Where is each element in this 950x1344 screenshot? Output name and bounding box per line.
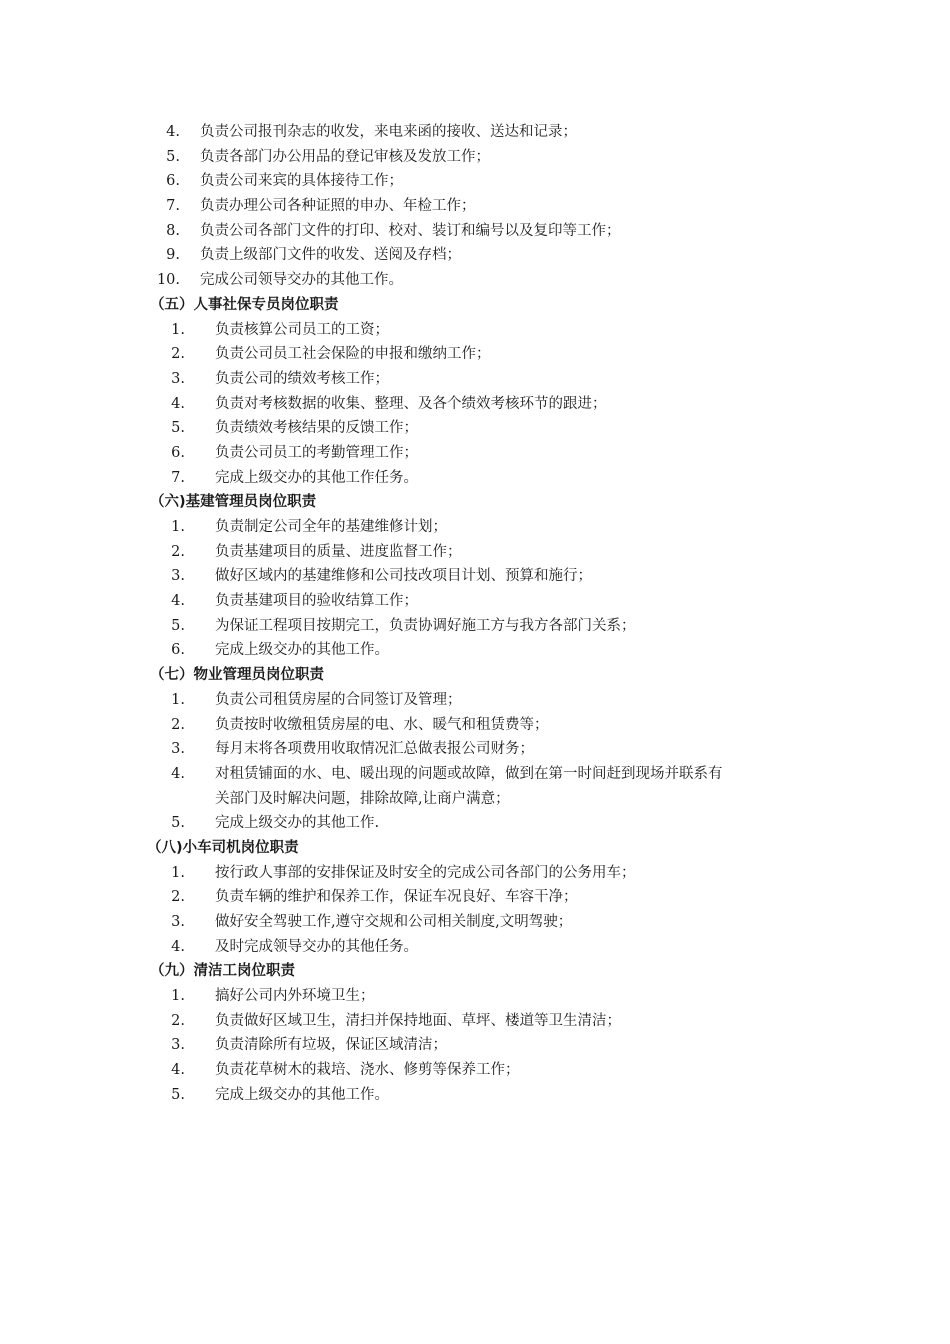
section-heading-text: （七）物业管理员岗位职责 — [150, 667, 324, 684]
list-item-number: 1. — [171, 691, 185, 708]
list-item-number: 4. — [171, 593, 185, 610]
list-item-text: 负责清除所有垃圾，保证区域清洁； — [215, 1037, 447, 1054]
list-item-text: 负责公司各部门文件的打印、校对、装订和编号以及复印等工作； — [200, 222, 621, 239]
list-item-number: 3. — [171, 568, 185, 585]
list-item-text: 完成上级交办的其他工作任务。 — [215, 469, 418, 486]
list-item-text: 负责对考核数据的收集、整理、及各个绩效考核环节的跟进； — [215, 395, 607, 412]
list-item-number: 6. — [166, 173, 180, 190]
list-item-text: 负责办理公司各种证照的申办、年检工作； — [200, 198, 476, 215]
list-item — [0, 1033, 950, 1058]
list-item-text: 完成上级交办的其他工作. — [215, 815, 380, 832]
list-item-text: 为保证工程项目按期完工，负责协调好施工方与我方各部门关系； — [215, 617, 636, 634]
list-item — [0, 219, 950, 244]
list-item-number: 1. — [171, 519, 185, 535]
list-item-number: 3. — [171, 741, 185, 758]
section-heading — [0, 663, 950, 688]
list-item — [0, 416, 950, 441]
list-item-text: 负责公司员工社会保险的申报和缴纳工作； — [215, 346, 491, 363]
list-item — [0, 145, 950, 170]
list-item — [0, 935, 950, 960]
list-item — [0, 1058, 950, 1083]
list-item-number: 1. — [171, 864, 185, 881]
section-heading-text: （八)小车司机岗位职责 — [147, 839, 299, 856]
list-item-text: 完成上级交办的其他工作。 — [215, 642, 389, 659]
list-item-number: 1. — [171, 988, 185, 1005]
list-item-number: 4. — [171, 395, 185, 412]
list-item-number: 4. — [171, 765, 185, 782]
section-heading-text: （六)基建管理员岗位职责 — [150, 494, 317, 511]
list-item-number: 10. — [156, 272, 180, 289]
list-item — [0, 441, 950, 466]
list-item-text: 负责各部门办公用品的登记审核及发放工作； — [200, 148, 490, 165]
list-item-text: 完成上级交办的其他工作。 — [215, 1086, 389, 1103]
list-item — [0, 318, 950, 343]
section-heading — [0, 293, 950, 318]
list-item-text: 负责基建项目的质量、进度监督工作； — [215, 543, 462, 560]
list-item-text: 负责做好区域卫生，清扫并保持地面、草坪、楼道等卫生清洁； — [215, 1012, 621, 1029]
list-item-text: 负责制定公司全年的基建维修计划； — [215, 519, 447, 535]
list-item-number: 2. — [171, 543, 185, 560]
list-item — [0, 564, 950, 589]
list-item-text: 及时完成领导交办的其他任务。 — [215, 938, 418, 955]
list-item-text: 完成公司领导交办的其他工作。 — [200, 272, 403, 289]
list-item-number: 4. — [166, 124, 180, 140]
list-item — [0, 589, 950, 614]
list-item — [0, 984, 950, 1009]
list-item-text: 搞好公司内外环境卫生； — [215, 988, 375, 1005]
list-item — [0, 614, 950, 639]
list-item — [0, 1083, 950, 1108]
list-item-number: 5. — [171, 815, 185, 832]
list-item — [0, 910, 950, 935]
list-item-number: 5. — [171, 420, 185, 437]
list-item — [0, 713, 950, 738]
list-item-text: 负责公司报刊杂志的收发，来电来函的接收、送达和记录； — [200, 124, 577, 140]
list-item — [0, 737, 950, 762]
list-item-text: 负责核算公司员工的工资； — [215, 321, 389, 338]
list-item-text: 负责花草树木的栽培、浇水、修剪等保养工作； — [215, 1062, 520, 1079]
list-item-number: 7. — [166, 198, 180, 215]
list-item-number: 5. — [171, 617, 185, 634]
list-item-text: 做好区域内的基建维修和公司技改项目计划、预算和施行； — [215, 568, 592, 585]
list-item-number: 4. — [171, 938, 185, 955]
list-item — [0, 688, 950, 713]
list-item — [0, 169, 950, 194]
list-item-number: 5. — [171, 1086, 185, 1103]
list-item — [0, 811, 950, 836]
section-heading — [0, 490, 950, 515]
section-heading — [0, 959, 950, 984]
list-item — [0, 367, 950, 392]
list-item — [0, 342, 950, 367]
list-item — [0, 120, 950, 145]
list-item-number: 7. — [171, 469, 185, 486]
list-item-text: 按行政人事部的安排保证及时安全的完成公司各部门的公务用车； — [215, 864, 636, 881]
list-item-text: 负责按时收缴租赁房屋的电、水、暖气和租赁费等； — [215, 716, 549, 733]
list-item-number: 2. — [171, 346, 185, 363]
list-item-text: 负责公司的绩效考核工作； — [215, 370, 389, 387]
list-item-number: 3. — [171, 914, 185, 930]
list-item — [0, 243, 950, 268]
list-item-text: 负责绩效考核结果的反馈工作； — [215, 420, 418, 437]
list-item-text: 负责公司来宾的具体接待工作； — [200, 173, 403, 190]
list-item — [0, 194, 950, 219]
list-item-number: 9. — [166, 247, 180, 264]
list-item-text: 负责基建项目的验收结算工作； — [215, 593, 418, 610]
list-item — [0, 762, 950, 787]
list-item-number: 8. — [166, 222, 180, 239]
list-item-number: 3. — [171, 370, 185, 387]
list-item-number: 6. — [171, 444, 185, 461]
list-item — [0, 540, 950, 565]
list-item-number: 5. — [166, 148, 180, 165]
list-item-text: 负责公司租赁房屋的合同签订及管理； — [215, 691, 462, 708]
list-item — [0, 515, 950, 540]
list-item — [0, 638, 950, 663]
list-item-continuation — [0, 787, 950, 812]
list-item — [0, 861, 950, 886]
list-item-number: 2. — [171, 889, 185, 906]
section-heading-text: （五）人事社保专员岗位职责 — [150, 296, 339, 313]
list-item — [0, 1009, 950, 1034]
list-item-number: 1. — [171, 321, 185, 338]
list-item-continuation-text: 关部门及时解决问题，排除故障,让商户满意； — [215, 790, 510, 807]
list-item-number: 6. — [171, 642, 185, 659]
section-heading — [0, 836, 950, 861]
list-item-number: 3. — [171, 1037, 185, 1054]
list-item-number: 2. — [171, 1012, 185, 1029]
document-body — [0, 120, 950, 1108]
list-item-number: 2. — [171, 716, 185, 733]
section-heading-text: （九）清洁工岗位职责 — [150, 963, 295, 980]
list-item-text: 每月末将各项费用收取情况汇总做表报公司财务； — [215, 741, 534, 758]
list-item — [0, 885, 950, 910]
list-item-text: 负责公司员工的考勤管理工作； — [215, 444, 418, 461]
list-item-text: 做好安全驾驶工作,遵守交规和公司相关制度,文明驾驶； — [215, 914, 573, 930]
list-item-number: 4. — [171, 1062, 185, 1079]
list-item-text: 对租赁铺面的水、电、暖出现的问题或故障，做到在第一时间赶到现场并联系有 — [215, 765, 723, 782]
list-item-text: 负责车辆的维护和保养工作，保证车况良好、车容干净； — [215, 889, 578, 906]
list-item — [0, 392, 950, 417]
list-item — [0, 268, 950, 293]
list-item — [0, 466, 950, 491]
list-item-text: 负责上级部门文件的收发、送阅及存档； — [200, 247, 461, 264]
